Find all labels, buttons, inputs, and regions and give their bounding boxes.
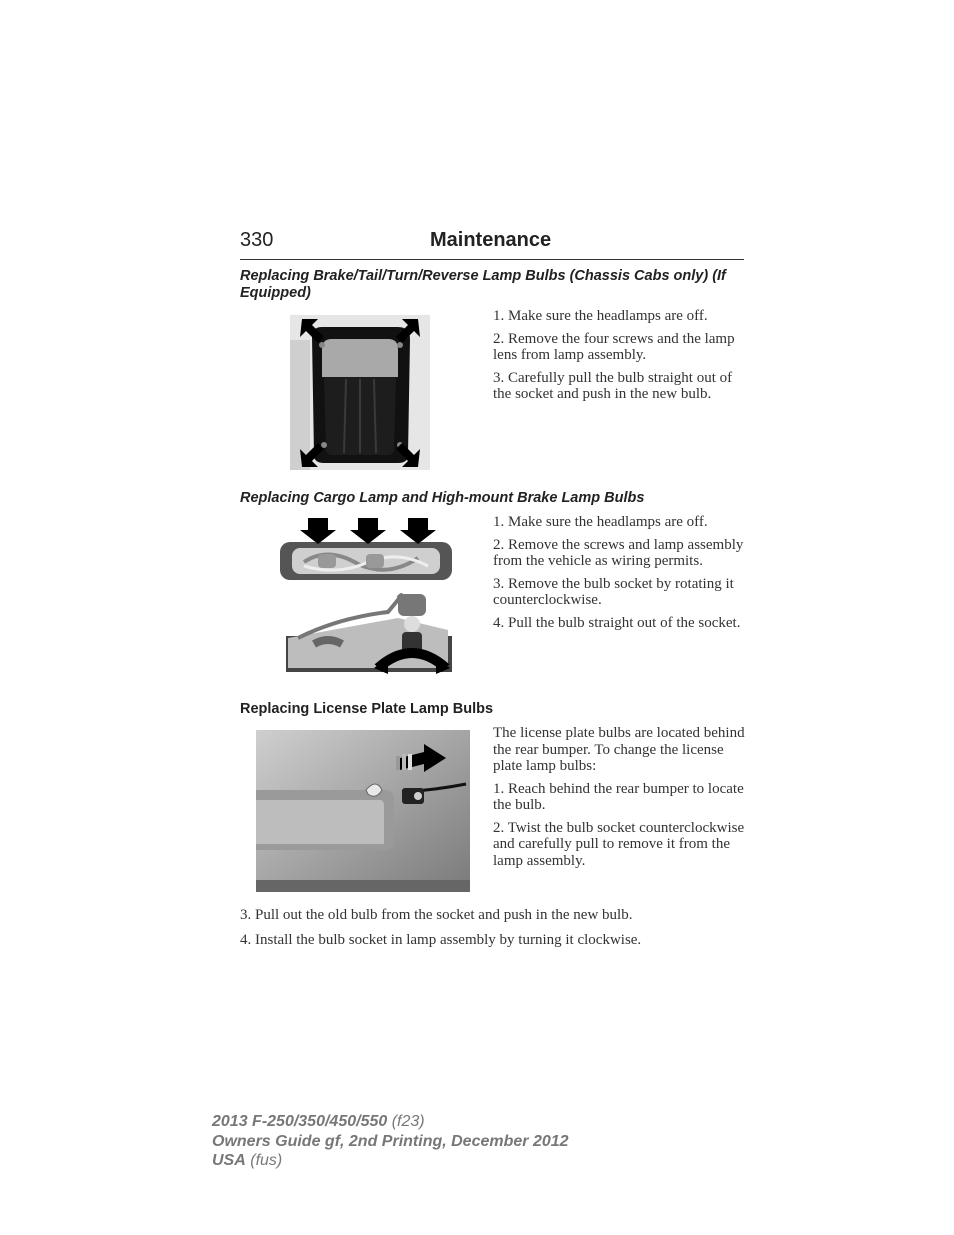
step-item: 3. Pull out the old bulb from the socket and push in the new bulb.	[240, 907, 633, 923]
footer-guide: Owners Guide gf, 2nd Printing, December 2012	[212, 1132, 569, 1150]
page-number: 330	[240, 229, 274, 251]
step-item: 4. Install the bulb socket in lamp assembly by turning it clockwise.	[240, 931, 642, 948]
page-title: Maintenance	[430, 229, 552, 251]
lamp-assembly-illustration	[290, 315, 430, 470]
step-item: 1. Reach behind the rear bumper to locate the bulb.	[493, 780, 744, 813]
step-item: 1. Make sure the headlamps are off.	[493, 514, 708, 530]
section-heading-license-plate-lamp: Replacing License Plate Lamp Bulbs	[240, 701, 494, 717]
footer-market: USA	[212, 1152, 246, 1169]
step-item: 2. Remove the four screws and the lamp lens from lamp assembly.	[493, 330, 735, 363]
section-heading-cargo-lamp: Replacing Cargo Lamp and High-mount Brake Lamp Bulbs	[240, 490, 645, 506]
license-plate-lamp-illustration	[256, 730, 470, 892]
footer-guide-line	[212, 1132, 569, 1152]
step-item: 3. Remove the bulb socket by rotating it counterclockwise.	[493, 575, 734, 608]
page-footer	[212, 1112, 569, 1171]
footer-model-code: (f23)	[391, 1113, 425, 1130]
figure-brake-tail-lamp	[290, 315, 430, 470]
figure-cargo-lamp	[278, 518, 454, 674]
steps-license-plate-lamp	[493, 725, 745, 875]
step-item: 1. Make sure the headlamps are off.	[493, 308, 708, 324]
step-item: 4. Pull the bulb straight out of the socket.	[493, 614, 741, 631]
footer-model-line	[212, 1112, 569, 1132]
figure-license-plate-lamp	[256, 730, 470, 892]
intro-text: The license plate bulbs are located behind the rear bumper. To change the license plate lamp bulbs:	[493, 725, 745, 774]
cargo-lamp-illustration	[278, 518, 454, 674]
steps-cargo-lamp	[493, 514, 745, 637]
step-item: 3. Carefully pull the bulb straight out of the socket and push in the new bulb.	[493, 369, 733, 402]
steps-brake-tail-lamp	[493, 308, 745, 409]
steps-license-plate-lamp-continued	[240, 907, 760, 956]
page-header	[240, 229, 744, 260]
step-item: 2. Remove the screws and lamp assembly from the vehicle as wiring permits.	[493, 536, 744, 569]
footer-market-line	[212, 1151, 569, 1171]
footer-model: 2013 F-250/350/450/550	[212, 1113, 388, 1130]
section-heading-brake-tail-lamp: Replacing Brake/Tail/Turn/Reverse Lamp Bulbs (Chassis Cabs only) (If Equipped)	[240, 268, 726, 301]
footer-market-code: (fus)	[250, 1152, 283, 1169]
step-item: 2. Twist the bulb socket counterclockwise and carefully pull to remove it from the lamp assembly.	[493, 819, 745, 869]
